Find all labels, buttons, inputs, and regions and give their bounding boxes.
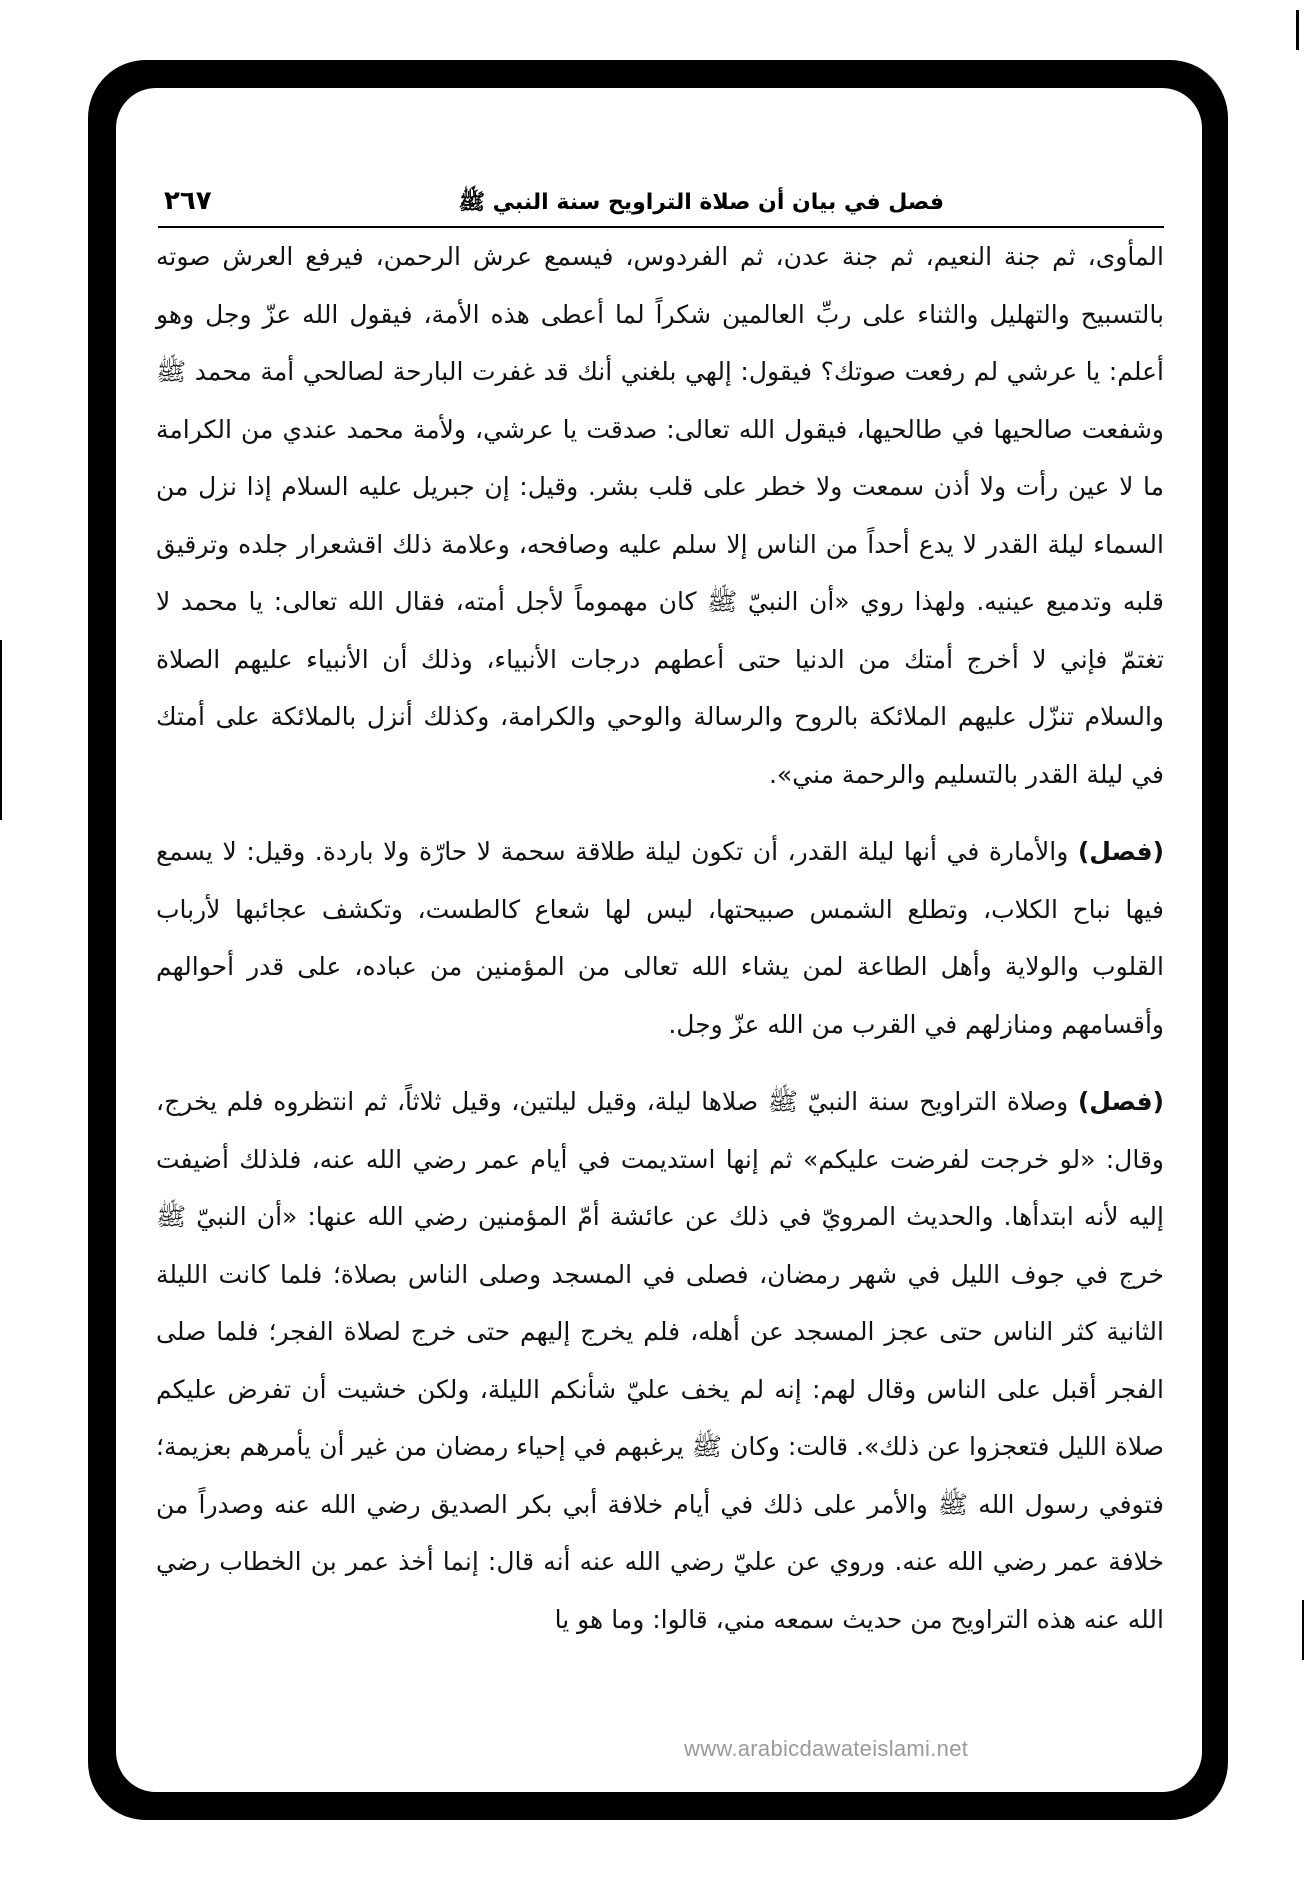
scan-speck <box>1296 10 1299 50</box>
book-page <box>116 88 1202 1792</box>
page-body <box>156 228 1164 1648</box>
paragraph-1-text: المأوى، ثم جنة النعيم، ثم جنة عدن، ثم الفردوس، فيسمع عرش الرحمن، فيرفع العرش صوته بالتسبيح والتهليل والثناء على ربِّ العالمين شكراً لما أعطى هذه الأمة، فيقول الله عزّ وجل وهو أعلم: يا عرشي لم رفعت صوتك؟ فيقول: إلهي بلغني أنك قد غفرت البارحة لصالحي أمة محمد ﷺ وشفعت صالحيها في طالحيها، فيقول الله تعالى: صدقت يا عرشي، ولأمة محمد عندي من الكرامة ما لا عين رأت ولا أذن سمعت ولا خطر على قلب بشر. وقيل: إن جبريل عليه السلام إذا نزل من السماء ليلة القدر لا يدع أحداً من الناس إلا سلم عليه وصافحه، وعلامة ذلك اقشعرار جلده وترقيق قلبه وتدميع عينيه. ولهذا روي «أن النبيّ ﷺ كان مهموماً لأجل أمته، فقال الله تعالى: يا محمد لا تغتمّ فإني لا أخرج أمتك من الدنيا حتى أعطهم درجات الأنبياء، وذلك أن الأنبياء عليهم الصلاة والسلام تنزّل عليهم الملائكة بالروح والرسالة والوحي والكرامة، وكذلك أنزل بالملائكة على أمتك في ليلة القدر بالتسليم والرحمة مني». <box>156 242 1164 789</box>
website-watermark: www.arabicdawateislami.net <box>684 1736 969 1761</box>
section-marker: (فصل) <box>1077 1087 1164 1116</box>
paragraph-3 <box>156 1073 1164 1648</box>
page-number: ٢٦٧ <box>164 186 212 216</box>
section-marker: (فصل) <box>1077 837 1164 866</box>
scan-speck <box>1302 1600 1304 1660</box>
paragraph-2 <box>156 823 1164 1053</box>
paragraph-1 <box>156 228 1164 803</box>
header-title: فصل في بيان أن صلاة التراويح سنة النبي ﷺ <box>458 190 944 215</box>
paragraph-3-text: وصلاة التراويح سنة النبيّ ﷺ صلاها ليلة، وقيل ليلتين، وقيل ثلاثاً، ثم انتظروه فلم يخرج، وقال: «لو خرجت لفرضت عليكم» ثم إنها استديمت في أيام عمر رضي الله عنه، فلذلك أضيفت إليه لأنه ابتدأها. والحديث المرويّ في ذلك عن عائشة أمّ المؤمنين رضي الله عنها: «أن النبيّ ﷺ خرج في جوف الليل في شهر رمضان، فصلى في المسجد وصلى الناس بصلاة؛ فلما كانت الليلة الثانية كثر الناس حتى عجز المسجد عن أهله، فلم يخرج إليهم حتى خرج لصلاة الفجر؛ فلما صلى الفجر أقبل على الناس وقال لهم: إنه لم يخف عليّ شأنكم الليلة، ولكن خشيت أن تفرض عليكم صلاة الليل فتعجزوا عن ذلك». قالت: وكان ﷺ يرغبهم في إحياء رمضان من غير أن يأمرهم بعزيمة؛ فتوفي رسول الله ﷺ والأمر على ذلك في أيام خلافة أبي بكر الصديق رضي الله عنه وصدراً من خلافة عمر رضي الله عنه. وروي عن عليّ رضي الله عنه أنه قال: إنما أخذ عمر بن الخطاب رضي الله عنه هذه التراويح من حديث سمعه مني، قالوا: وما هو يا <box>156 1087 1164 1634</box>
running-header <box>158 184 1164 228</box>
paragraph-2-text: والأمارة في أنها ليلة القدر، أن تكون ليلة طلاقة سحمة لا حارّة ولا باردة. وقيل: لا يسمع فيها نباح الكلاب، وتطلع الشمس صبيحتها، ليس لها شعاع كالطست، وتكشف عجائبها لأرباب القلوب والولاية وأهل الطاعة لمن يشاء الله تعالى من المؤمنين من عباده، على قدر أحوالهم وأقسامهم ومنازلهم في القرب من الله عزّ وجل. <box>156 837 1164 1039</box>
scan-speck <box>0 640 2 820</box>
